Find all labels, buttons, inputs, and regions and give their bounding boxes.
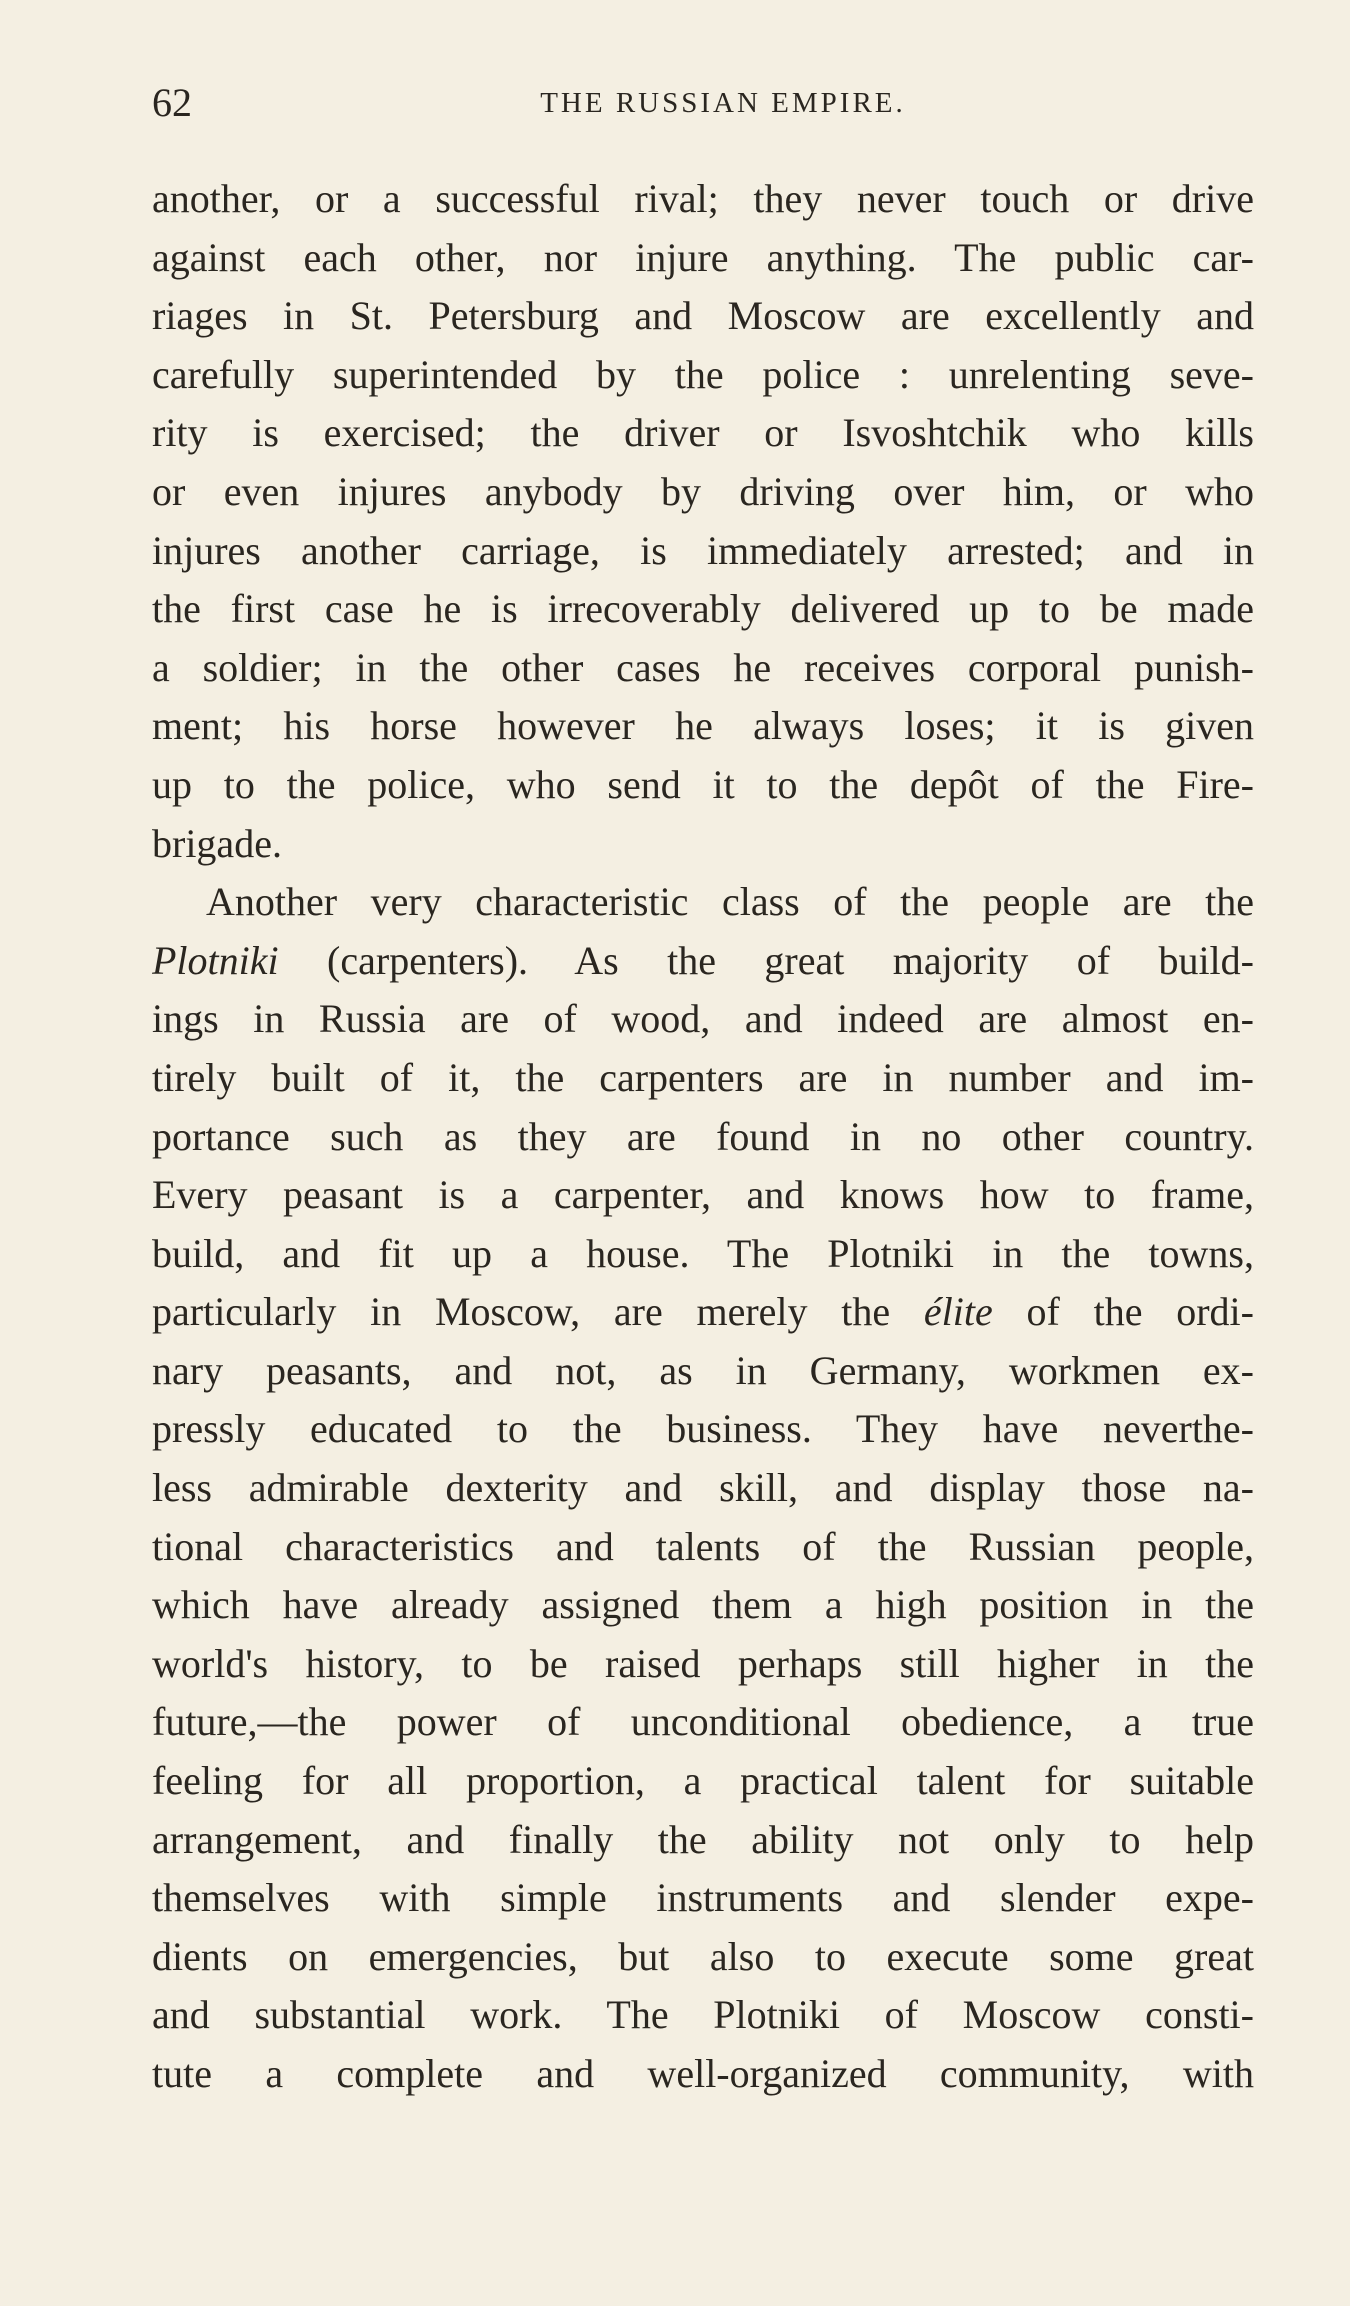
text-line: another, or a successful rival; they never touch or drive xyxy=(152,176,1254,221)
text-line: world's history, to be raised perhaps still higher in the xyxy=(152,1640,1254,1686)
text-line: tute a complete and well-organized community, with xyxy=(152,2051,1254,2096)
text-fragment: (carpenters). As the great majority of build- xyxy=(278,937,1254,983)
text-line: themselves with simple instruments and slender expe- xyxy=(152,1875,1254,1921)
text-line: which have already assigned them a high position in the xyxy=(152,1582,1254,1628)
text-line: dients on emergencies, but also to execute some great xyxy=(152,1933,1254,1979)
text-line: build, and fit up a house. The Plotniki in the towns, xyxy=(152,1230,1254,1276)
text-line: riages in St. Petersburg and Moscow are excellently and xyxy=(152,293,1254,339)
text-line xyxy=(152,932,1254,991)
body-text xyxy=(152,170,1254,2104)
text-line: pressly educated to the business. They have neverthe- xyxy=(152,1406,1254,1452)
running-head: THE RUSSIAN EMPIRE. xyxy=(540,87,906,119)
italic-term-plotniki: Plotniki xyxy=(152,937,279,983)
text-line: portance such as they are found in no other country. xyxy=(152,1113,1254,1159)
text-line: tional characteristics and talents of the Russian people, xyxy=(152,1523,1254,1569)
text-line: injures another carriage, is immediately arrested; and in xyxy=(152,527,1254,573)
page-header xyxy=(152,78,1254,128)
text-line: less admirable dexterity and skill, and display those na- xyxy=(152,1465,1254,1511)
text-fragment: particularly in Moscow, are merely the xyxy=(152,1289,924,1335)
text-line: ment; his horse however he always loses; it is given xyxy=(152,703,1254,749)
text-line: up to the police, who send it to the depôt of the Fire- xyxy=(152,761,1254,807)
text-line: Every peasant is a carpenter, and knows how to frame, xyxy=(152,1172,1254,1218)
text-line: ings in Russia are of wood, and indeed are almost en- xyxy=(152,996,1254,1042)
text-line: Another very characteristic class of the people are the xyxy=(206,879,1254,925)
text-line: against each other, nor injure anything. The public car- xyxy=(152,234,1254,280)
italic-term-elite: élite xyxy=(923,1289,993,1335)
text-line: and substantial work. The Plotniki of Moscow consti- xyxy=(152,1992,1254,2038)
text-line: arrangement, and finally the ability not only to help xyxy=(152,1816,1254,1862)
text-line: carefully superintended by the police : unrelenting seve- xyxy=(152,351,1254,397)
text-line xyxy=(152,1283,1254,1342)
text-line: rity is exercised; the driver or Isvoshtchik who kills xyxy=(152,410,1254,456)
text-line: brigade. xyxy=(152,820,282,866)
text-line: feeling for all proportion, a practical talent for suitable xyxy=(152,1758,1254,1804)
text-line: the first case he is irrecoverably delivered up to be made xyxy=(152,586,1254,632)
text-fragment: of the ordi- xyxy=(992,1289,1254,1335)
page-number: 62 xyxy=(152,80,192,125)
text-line: a soldier; in the other cases he receives corporal punish- xyxy=(152,644,1254,690)
text-line: nary peasants, and not, as in Germany, workmen ex- xyxy=(152,1347,1254,1393)
text-line: tirely built of it, the carpenters are in number and im- xyxy=(152,1054,1254,1100)
text-line: or even injures anybody by driving over him, or who xyxy=(152,468,1254,514)
text-line: future,—the power of unconditional obedience, a true xyxy=(152,1699,1254,1745)
